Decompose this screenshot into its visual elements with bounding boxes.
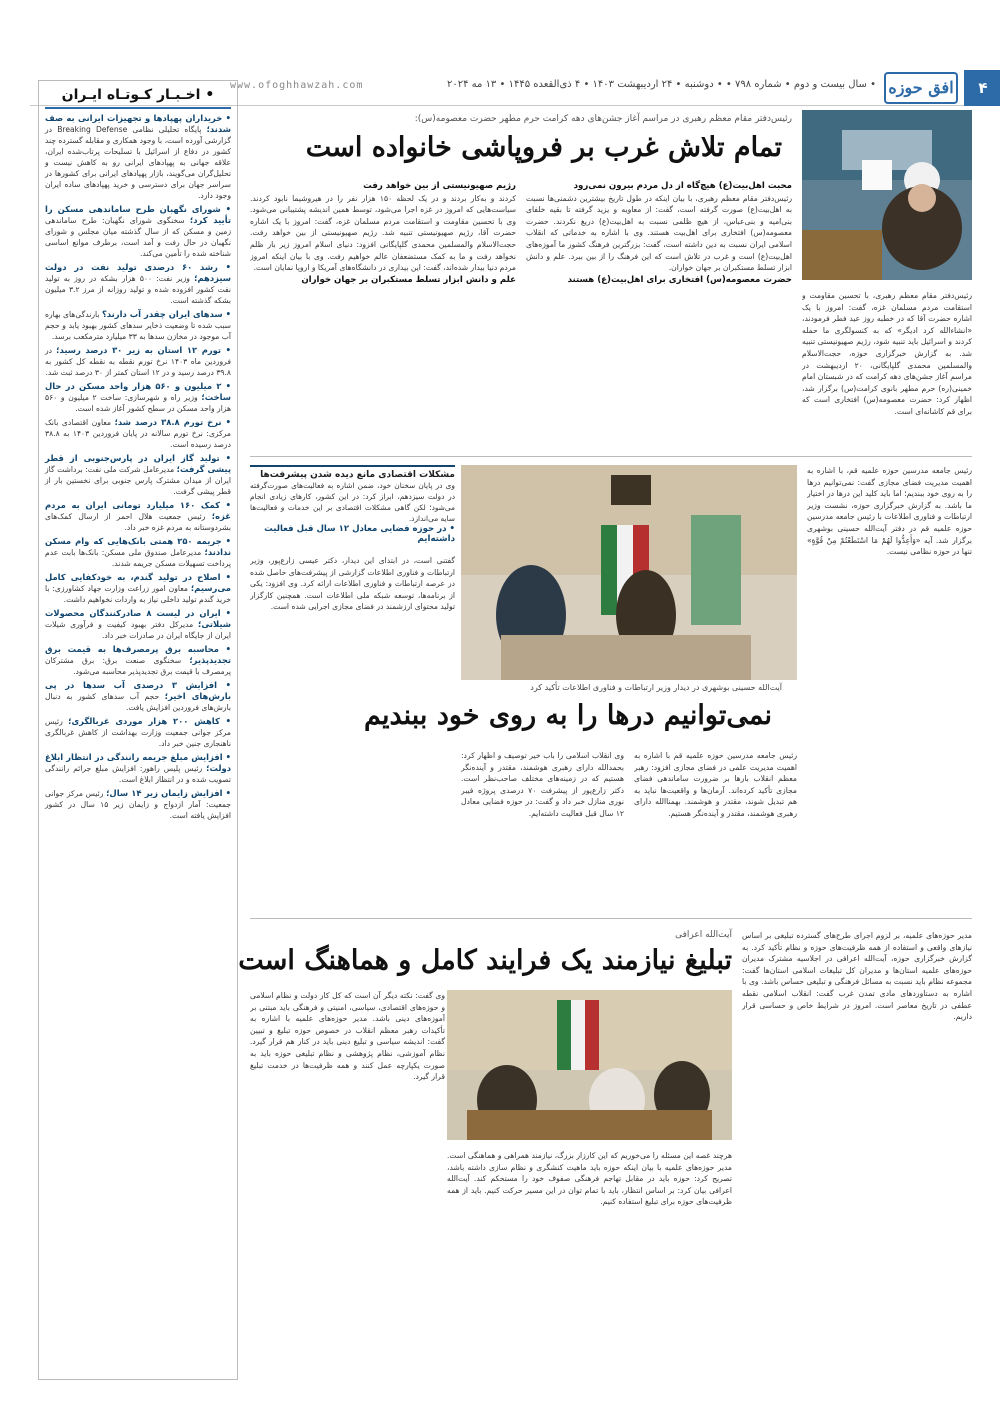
news-item-headline: • افزایش مبلغ جریمه رانندگی در انتظار ابلاغ دولت؛ (45, 752, 231, 773)
news-item-headline: • ایران در لیست ۸ صادرکنندگان محصولات شیلاتی؛ (45, 608, 231, 629)
article2-right-col (807, 465, 972, 905)
sidebar-news-item (45, 453, 231, 497)
news-item-headline: • رشد ۶۰ درصدی تولید نفت در دولت سیزدهم؛ (45, 262, 231, 283)
article1-col: رئیس‌دفتر مقام معظم رهبری، با تحسین مقاومت و استقامت مردم مسلمان غزه، گفت: امروز با یک اشاره حضرت آقا که در خطبه روز عید فطر فرمودند، «انشاءالله کرد ادیگر» که به کنسولگری ما حمله کردند و اسرائیل باید تنبیه شود، رژیم صهیونیستی تنبیه شد. به گزارش خبرگزاری حوزه، حجت‌الاسلام والمسلمین محمدی گلپایگانی، ۲۰ اردیبهشت در مراسم آغاز جشن‌های دهه کرامت که در شبستان امام خمینی(ره) حرم مطهر بانوی کرامت(س) برگزار شد، اظهار کرد: حضرت معصومه(س) افتخاری است که برای قم کاشانه‌ای است. (802, 291, 972, 416)
article1-intro (802, 290, 972, 450)
site-url[interactable]: www.ofoghhawzah.com (230, 80, 364, 91)
news-item-body: حجم آب سدهای کشور به دنبال بارش‌های فروردین افزایش یافت. (45, 692, 231, 712)
news-item-headline: • جریمه ۲۵۰ همتی بانک‌هایی که وام مسکن ندادند؛ (45, 536, 231, 557)
divider (250, 918, 972, 919)
article1-body (250, 180, 792, 450)
article2-sidebox (250, 465, 455, 544)
article1-kicker: رئیس‌دفتر مقام معظم رهبری در مراسم آغاز جشن‌های دهه کرامت حرم مطهر حضرت معصومه(س): (414, 114, 792, 124)
news-item-headline: • افزایش ۳ درصدی آب سدها در پی بارش‌های اخیر؛ (45, 680, 231, 701)
news-item-body: مدیرکل دفتر بهبود کیفیت و فرآوری شیلات ایران از جایگاه ایران در صادرات خبر داد. (45, 620, 231, 640)
sidebar-news-item (45, 788, 231, 821)
news-item-headline: • کاهش ۲۰۰ هزار موردی غربالگری؛ (68, 716, 231, 726)
news-item-body: سخنگوی شورای نگهبان: طرح ساماندهی زمین و مسکن که از سال گذشته میان مجلس و شورای نگهبان در حال رفت و آمد است، برطرف موانع اساسی شناخته شده را تأمین می‌کند. (45, 216, 231, 258)
article1-col: محبت اهل‌بیت(ع) هیچ‌گاه از دل مردم بیرون نمی‌رود رئیس‌دفتر مقام معظم رهبری، با بیان اینکه در طول تاریخ بیشترین دشمنی‌ها نسبت به اهل‌بیت(ع) صورت گرفته است، گفت: از معاویه و یزید گرفته تا بقیه خلفای بنی‌امیه و بنی‌عباس، از هیچ ظلمی نسبت به اهل‌بیت(ع) دریغ نکردند. حضرت معصومه(س) افتخاری برای اهل‌بیت هستند. وی با اشاره به خدماتی که انقلاب اسلامی ایران نسبت به دین داشته است، گفت: بزرگترین فرهنگ کشور ما آموزه‌های اهل‌بیت(ع) است و غرب در تلاش است که این فرهنگ را از بین ببرد. علم و دانش ابزار تسلط مستکبران بر جهان خواران. حضرت معصومه(س) افتخاری برای اهل‌بیت(ع) هستند (526, 181, 792, 285)
sidebar-news-item (45, 752, 231, 785)
news-item-headline: • افزایش زایمان زیر ۱۴ سال؛ (106, 788, 231, 798)
article3-headline: تبلیغ نیازمند یک فرایند کامل و هماهنگ است (238, 945, 732, 976)
article3-photo (447, 990, 732, 1140)
article1-photo (802, 110, 972, 280)
news-item-headline: • ۲ میلیون و ۵۶۰ هزار واحد مسکن در حال ساخت؛ (45, 381, 231, 402)
sidebar-news-item (45, 345, 231, 378)
news-item-headline: • شورای نگهبان طرح ساماندهی مسکن را تأیید کرد؛ (45, 204, 231, 225)
meeting-photo (461, 465, 797, 680)
news-item-headline: • نرخ تورم ۳۸.۸ درصد شد؛ (114, 417, 231, 427)
news-item-headline: • خریداران پهپادها و تجهیزات ایرانی به صف شدند؛ (45, 113, 231, 134)
issue-line: • سال بیست و دوم • شماره ۷۹۸ • • دوشنبه • ۲۴ اردیبهشت ۱۴۰۳ • ۴ ذی‌القعده ۱۴۴۵ • ۱۳ مه ۲۰۲۴ (447, 79, 876, 90)
article2-photo (461, 465, 797, 680)
news-item-headline: • محاسبه برق پرمصرف‌ها به قیمت برق تجدیدپذیر؛ (45, 644, 231, 665)
news-item-headline: • تورم ۱۲ استان به زیر ۳۰ درصد رسید؛ (56, 345, 231, 355)
news-item-headline: • اصلاح در تولید گندم، به خودکفایی کامل می‌رسیم؛ (45, 572, 231, 593)
article3-left-col (250, 990, 445, 1380)
page-number: ۴ (964, 70, 1000, 106)
article2-body (461, 750, 797, 910)
article3-col: وی گفت: نکته دیگر آن است که کل کار دولت و نظام اسلامی و حوزه‌های اقتصادی، سیاسی، امنیتی و فرهنگی باید مبتنی بر آموزه‌های دینی باشد. مدیر حوزه‌های علمیه با اشاره به تأکیدات رهبر معظم انقلاب در خصوص حوزه تبلیغ و تبیین گفت: اندیشه سیاسی و تبلیغ دینی باید در کنار هم قرار گیرد. نظام آموزشی، نظام پژوهشی و نظام تبلیغی حوزه باید به صورت یکپارچه عمل کنند و همه ظرفیت‌ها در خدمت تبلیغ قرار گیرد. (250, 991, 445, 1082)
sidebox-subhead: • در حوزه فضایی معادل ۱۲ سال قبل فعالیت داشته‌ایم (264, 524, 455, 544)
news-item-headline: • تولید گاز ایران در پارس‌جنوبی از قطر پیشی گرفت؛ (45, 453, 231, 474)
sidebar-news-item (45, 309, 231, 342)
article2-caption: آیت‌الله حسینی بوشهری در دیدار وزیر ارتباطات و فناوری اطلاعات تأکید کرد (530, 683, 782, 692)
news-item-body: رئیس جمعیت هلال احمر از ارسال کمک‌های بشردوستانه به مردم غزه خبر داد. (45, 512, 231, 532)
news-item-body: بارندگی‌های بهاره سبب شده تا وضعیت ذخایر سدهای کشور بهبود یابد و حجم آب موجود در مخازن سدها به ۳۳ میلیارد مترمکعب برسد. (45, 310, 231, 341)
news-item-body: پایگاه تحلیلی نظامی Breaking Defense در گزارشی آورده است، با وجود همکاری و مقابله گسترده چند کشور در دفاع از اسرائیل با تسلیحات پرتاب‌شده ایران، علاقه جهانی به پهپادهای ایرانی رو به کاهش نیست و تحلیل‌گران می‌گویند، بازار پهپادهای ایرانی برای کشورها در سراسر جهان برای دسترسی و خرید پهپادهای ساده ایران وجود دارد. (45, 125, 231, 200)
article3-mid-col (447, 1150, 732, 1380)
article2-col: رئیس جامعه مدرسین حوزه علمیه قم با اشاره به اهمیت مدیریت علمی در فضای مجازی افزود: رهبر معظم انقلاب بارها بر ضرورت ساماندهی فضای مجازی تأکید کرده‌اند. آرمان‌ها و واقعیت‌ها نباید به هم تبدیل شوند، مقتدر و هوشمند. بهمناالله دارای رهبری هوشمند، مقتدر و آینده‌نگر هستیم. (634, 751, 797, 818)
news-item-body: وزیر نفت: ۵۰۰ هزار بشکه در روز به تولید نفت کشور افزوده شده و تولید روزانه از مرز ۳.۲ میلیون بشکه گذشته است. (45, 274, 231, 305)
sidebar-news-item (45, 572, 231, 605)
article1-headline: تمام تلاش غرب بر فروپاشی خانواده است (305, 132, 782, 163)
masthead-logo: افق حوزه (884, 72, 958, 104)
news-item-headline: • کمک ۱۶۰ میلیارد تومانی ایران به مردم غزه؛ (45, 500, 231, 521)
main-content (238, 110, 972, 1380)
cleric-speaking-image (802, 110, 972, 280)
article2-col: رئیس جامعه مدرسین حوزه علمیه قم، با اشاره به اهمیت مدیریت فضای مجازی گفت: نمی‌توانیم درها را به روی خود ببندیم؛ اما باید کلید این درها در اختیار ما باشد. به گزارش خبرگزاری حوزه، نشست وزیر ارتباطات و فناوری اطلاعات با رئیس جامعه مدرسین حوزه علمیه قم در دفتر آیت‌الله حسینی بوشهری برگزار شد. آیه «وَأَعِدُّوا لَهُمْ مَا اسْتَطَعْتُمْ مِنْ قُوَّةٍ» تنها در حوزه نظامی نیست. (807, 466, 972, 557)
article2-left-col (250, 555, 455, 900)
article1-col: رژیم صهیونیستی از بین خواهد رفت کردند و به‌کار بردند و در یک لحظه ۱۵۰ هزار نفر را در هیروشیما نابود کردند. سیاست‌هایی که امروز در غزه اجرا می‌شود، توسط همین اندیشه پشتیبانی می‌شود. وی با تحسین مقاومت و استقامت مردم مسلمان غزه، گفت: امروز با یک اشاره حضرت آقا، رژیم صهیونیستی تنبیه شد. رژیم صهیونیستی از بین خواهد رفت. حجت‌الاسلام والمسلمین محمدی گلپایگانی افزود: دنیای اسلام امروز زیر بار ظلم نخواهد رفت و ما به کمک مستضعفان عالم خواهیم رفت. وی با بیان اینکه امروز مردم دنیا بیدار شده‌اند، گفت: این بیداری در دانشگاه‌های آمریکا و اروپا نمایان است. علم و دانش ابزار تسلط مستکبران بر جهان خواران (250, 181, 516, 285)
sidebar-news-item (45, 608, 231, 641)
news-sidebar (38, 80, 238, 1380)
news-item-body: وزیر راه و شهرسازی: ساخت ۲ میلیون و ۵۶۰ هزار واحد مسکن در سطح کشور آغاز شده است. (45, 393, 231, 413)
news-item-body: رئیس مرکز جوانی جمعیت وزارت بهداشت از کاهش غربالگری ناهنجاری جنین خبر داد. (45, 717, 231, 748)
sidebar-title: • اخـبـار کـوتـاه ایـران (45, 87, 231, 109)
article2-col: گفتنی است، در ابتدای این دیدار، دکتر عیسی زارع‌پور، وزیر ارتباطات و فناوری اطلاعات گزارشی از پیشرفت‌های حاصل شده در عرصه ارتباطات و فناوری اطلاعات ارائه کرد. وی افزود: یکی از برنامه‌ها، توسعه شبکه ملی اطلاعات است. همچنین کارگزار تولید محتوای ارزشمند در فضای مجازی اجرایی شده است. (250, 556, 455, 612)
sidebar-list (45, 113, 231, 821)
sidebar-news-item (45, 113, 231, 201)
news-item-body: سخنگوی صنعت برق: برق مشترکان پرمصرف با قیمت برق تجدیدپذیر محاسبه می‌شود. (45, 656, 231, 676)
article2-col: وی انقلاب اسلامی را باب خیر توصیف و اظهار کرد: بحمدالله دارای رهبری هوشمند، مقتدر و آینده‌نگر هستیم که در زمینه‌های مختلف صاحب‌نظر است. دکتر زارع‌پور از پیشرفت ۷۰ درصدی پروژه فیبر نوری منازل خبر داد و گفت: در حوزه فضایی معادل ۱۲ سال قبل فعالیت داشته‌ایم. (461, 751, 624, 818)
conference-photo (447, 990, 732, 1140)
article2-headline: نمی‌توانیم درها را به روی خود ببندیم (363, 700, 772, 731)
sidebar-news-item (45, 381, 231, 414)
news-item-body: معاون امور زراعت وزارت جهاد کشاورزی: با خرید گندم تولید داخلی نیاز به واردات نخواهیم داشت. (45, 584, 231, 604)
news-item-body: مدیرعامل صندوق ملی مسکن: بانک‌ها بابت عدم پرداخت تسهیلات مسکن جریمه شدند. (45, 548, 231, 568)
article3-col: مدیر حوزه‌های علمیه، بر لزوم اجرای طرح‌های گسترده تبلیغی بر اساس نیازهای واقعی و استفاده از همه ظرفیت‌های حوزه و نظام تأکید کرد. به گزارش خبرگزاری حوزه، آیت‌الله اعرافی در اجلاسیه مشترک مدیران حوزه‌های علمیه استان‌ها و مدیران کل تبلیغات اسلامی استان‌ها گفت: مجموعه نظام باید نسبت به مسائل فرهنگی و تبلیغی حساس باشد. وی با اشاره به دستاوردهای مادی تمدن غرب گفت: انقلاب اسلامی نقطه عطفی در تاریخ معاصر است. امروز در شرایط خاص و حساسی قرار داریم. (742, 931, 972, 1022)
sidebar-news-item (45, 417, 231, 450)
sidebar-news-item (45, 716, 231, 749)
sidebar-news-item (45, 204, 231, 259)
news-item-body: رئیس مرکز جوانی جمعیت: آمار ازدواج و زایمان زیر ۱۵ سال در کشور افزایش یافته است. (45, 789, 231, 820)
sidebar-news-item (45, 536, 231, 569)
sidebar-news-item (45, 680, 231, 713)
news-item-body: رئیس پلیس راهور: افزایش مبلغ جرائم رانندگی تصویب شده و در انتظار ابلاغ است. (45, 764, 231, 784)
news-item-headline: • سدهای ایران چقدر آب دارند؟ (101, 309, 232, 319)
news-item-body: معاون اقتصادی بانک مرکزی: نرخ تورم سالانه در پایان فروردین ۱۴۰۳ به ۳۸.۸ درصد رسیده است. (45, 418, 231, 449)
sidebox-title: مشکلات اقتصادی مانع دیده شدن پیشرفت‌ها (260, 470, 455, 480)
sidebar-news-item (45, 262, 231, 306)
divider (250, 456, 972, 457)
sidebox-body: وی در پایان سخنان خود، ضمن اشاره به فعالیت‌های صورت‌گرفته در دولت سیزدهم، ابراز کرد: در این کشور، کارهای زیادی انجام می‌شود؛ لکن گاهی مشکلات اقتصادی بر این خدمات و فعالیت‌ها سایه می‌اندازد. (250, 481, 455, 523)
sidebar-news-item (45, 644, 231, 677)
news-item-body: مدیرعامل شرکت ملی نفت: برداشت گاز ایران از میدان مشترک پارس جنوبی برای نخستین بار از قطر پیشی گرفت. (45, 465, 231, 496)
sidebar-news-item (45, 500, 231, 533)
article3-col: هرچند غصه این مسئله را می‌خوریم که این کارزار بزرگ، نیازمند همراهی و هماهنگی است. مدیر حوزه‌های علمیه با بیان اینکه حوزه باید ماهیت کنشگری و نظام سازی داشته باشد، تصریح کرد: حوزه باید در مقابل تهاجم فرهنگی صفوف خود را مستحکم کند. آیت‌الله اعرافی بیان کرد: بر اساس انتظار، باید با تمام توان در این مسیر حرکت کنیم. باید از همه ظرفیت‌های حوزه برای تبلیغ استفاده کنیم. (447, 1151, 732, 1207)
article3-kicker: آیت‌الله اعرافی (675, 930, 732, 940)
newspaper-page (30, 70, 988, 1380)
news-item-body: در فروردین ماه ۱۴۰۳ نرخ تورم نقطه به نقطه کل کشور به ۳۹.۸ درصد رسید و در ۱۲ استان کمتر از ۳۰ درصد ثبت شد. (45, 346, 231, 377)
article3-right-col (742, 930, 972, 1380)
